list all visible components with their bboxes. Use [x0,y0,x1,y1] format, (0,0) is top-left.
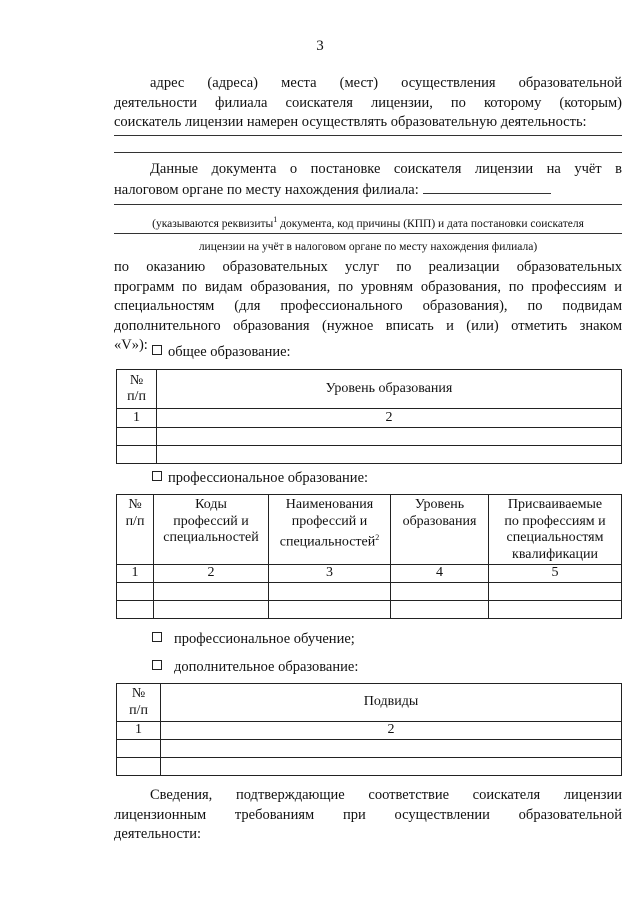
index-cell: 3 [269,565,391,583]
page-number: 3 [316,38,324,54]
professional-training-label: профессиональное обучение; [174,631,355,647]
index-cell: 2 [154,565,269,583]
header-num-l2: п/п [125,513,145,529]
header-codes-l2: профессий и [173,513,249,529]
table-header-row [117,684,622,722]
address-fill-line-1 [114,135,622,136]
compliance-line-3: деятельности: [114,826,202,842]
table-row[interactable] [117,446,622,464]
header-num-l2: п/п [127,389,146,404]
professional-education-table [116,494,622,619]
footnote-ref-1: 1 [273,215,278,224]
table-cell[interactable] [117,600,154,618]
table-cell[interactable] [489,600,622,618]
table-cell[interactable] [269,600,391,618]
header-names-l3 [271,530,388,551]
table-cell[interactable] [117,739,161,757]
header-codes [154,495,269,565]
header-num-l2: п/п [129,702,148,718]
tax-fill-inline [423,180,551,194]
address-line-1: адрес (адреса) места (мест) осуществления образовательной [150,75,622,91]
compliance-line-1: Сведения, подтверждающие соответствие соискателя лицензии [150,787,622,803]
table-cell[interactable] [154,582,269,600]
general-education-option[interactable] [152,344,291,361]
header-num [117,370,157,409]
table-row[interactable] [117,757,622,775]
tax-line-1: Данные документа о постановке соискателя лицензии на учёт в [150,161,622,177]
header-num [117,684,161,722]
index-cell: 1 [117,409,157,428]
tax-note-line-1 [114,210,622,234]
header-qual-l3: специальностям [506,530,604,545]
header-qual-l4: квалификации [512,546,598,562]
table-cell[interactable] [117,446,157,464]
tax-line-2-text: налоговом органе по месту нахождения филиала: [114,181,419,198]
header-level-l2: образования [402,513,477,529]
services-line-3: специальностям (для профессионального образования), по подвидам [114,298,622,314]
professional-education-option[interactable] [152,470,368,487]
address-paragraph [114,74,622,133]
tax-paragraph [114,160,622,200]
header-names-l1: Наименования [285,497,374,512]
table-cell[interactable] [117,582,154,600]
header-codes-l3: специальностей [163,530,259,545]
header-names-l2: профессий и [291,513,368,529]
address-fill-line-2 [114,152,622,153]
header-names-l3-text: специальностей [279,534,376,550]
table-cell[interactable] [391,582,489,600]
table-header-row [117,370,622,409]
services-paragraph [114,258,622,356]
header-num [117,495,154,565]
table-row[interactable] [117,600,622,618]
address-line-2: деятельности филиала соискателя лицензии, по которому (которым) [114,94,622,111]
additional-education-option[interactable] [152,659,358,676]
tax-fill-line [114,204,622,205]
table-cell[interactable] [161,757,622,775]
table-row[interactable] [117,428,622,446]
table-cell[interactable] [269,582,391,600]
index-cell: 1 [117,722,161,740]
general-education-label: общее образование: [168,344,291,360]
table-cell[interactable] [157,428,622,446]
header-names [269,495,391,565]
index-cell: 2 [161,722,622,740]
address-line-3: соискатель лицензии намерен осуществлять образовательную деятельность: [114,114,587,130]
header-level [391,495,489,565]
header-codes-l1: Коды [195,497,227,512]
index-cell: 1 [117,565,154,583]
tax-note-2 [114,238,622,258]
table-cell[interactable] [391,600,489,618]
table-cell[interactable] [157,446,622,464]
tax-note-text-a: (указываются реквизиты [152,217,274,230]
table-row[interactable] [117,739,622,757]
professional-education-label: профессиональное образование: [168,470,369,486]
footnote-ref-2: 2 [375,533,380,542]
tax-note-line-2: лицензии на учёт в налоговом органе по месту нахождения филиала) [198,241,538,253]
table-row[interactable] [117,582,622,600]
table-header-row [117,495,622,565]
additional-education-label: дополнительное образование: [174,659,359,675]
header-subtypes: Подвиды [161,684,622,722]
general-education-table [116,369,622,464]
compliance-paragraph [114,786,622,845]
compliance-line-2: лицензионным требованиям при осуществлении образовательной [114,806,622,823]
professional-training-option[interactable] [152,631,355,648]
header-level-l1: Уровень [414,497,465,512]
header-num-l1: № [131,686,146,701]
checkbox-icon[interactable] [152,660,162,670]
tax-fill-line-2 [114,233,622,234]
services-line-2: программ по видам образования, по уровням образования, по профессиям и [114,278,622,295]
header-num-l1: № [129,372,144,388]
table-cell[interactable] [489,582,622,600]
checkbox-icon[interactable] [152,632,162,642]
checkbox-icon[interactable] [152,471,162,481]
index-cell: 2 [157,409,622,428]
header-qual-l1: Присваиваемые [507,497,603,512]
table-index-row [117,565,622,583]
additional-education-table [116,683,622,776]
table-cell[interactable] [117,428,157,446]
services-line-4: дополнительного образования (нужное вписать и (или) отметить знаком [114,317,622,334]
table-cell[interactable] [154,600,269,618]
tax-line-2 [114,180,622,201]
table-index-row [117,409,622,428]
services-line-1: по оказанию образовательных услуг по реализации образовательных [114,259,622,275]
tax-note-text-b: документа, код причины (КПП) и дата постановки соискателя [277,217,584,230]
tax-note [114,210,622,234]
header-num-l1: № [128,497,142,512]
table-cell[interactable] [117,757,161,775]
header-level: Уровень образования [157,370,622,409]
checkbox-icon[interactable] [152,345,162,355]
index-cell: 4 [391,565,489,583]
header-qualifications [489,495,622,565]
table-index-row [117,722,622,740]
index-cell: 5 [489,565,622,583]
services-line-5: «V»): [114,337,148,353]
header-qual-l2: по профессиям и [504,513,606,529]
table-cell[interactable] [161,739,622,757]
